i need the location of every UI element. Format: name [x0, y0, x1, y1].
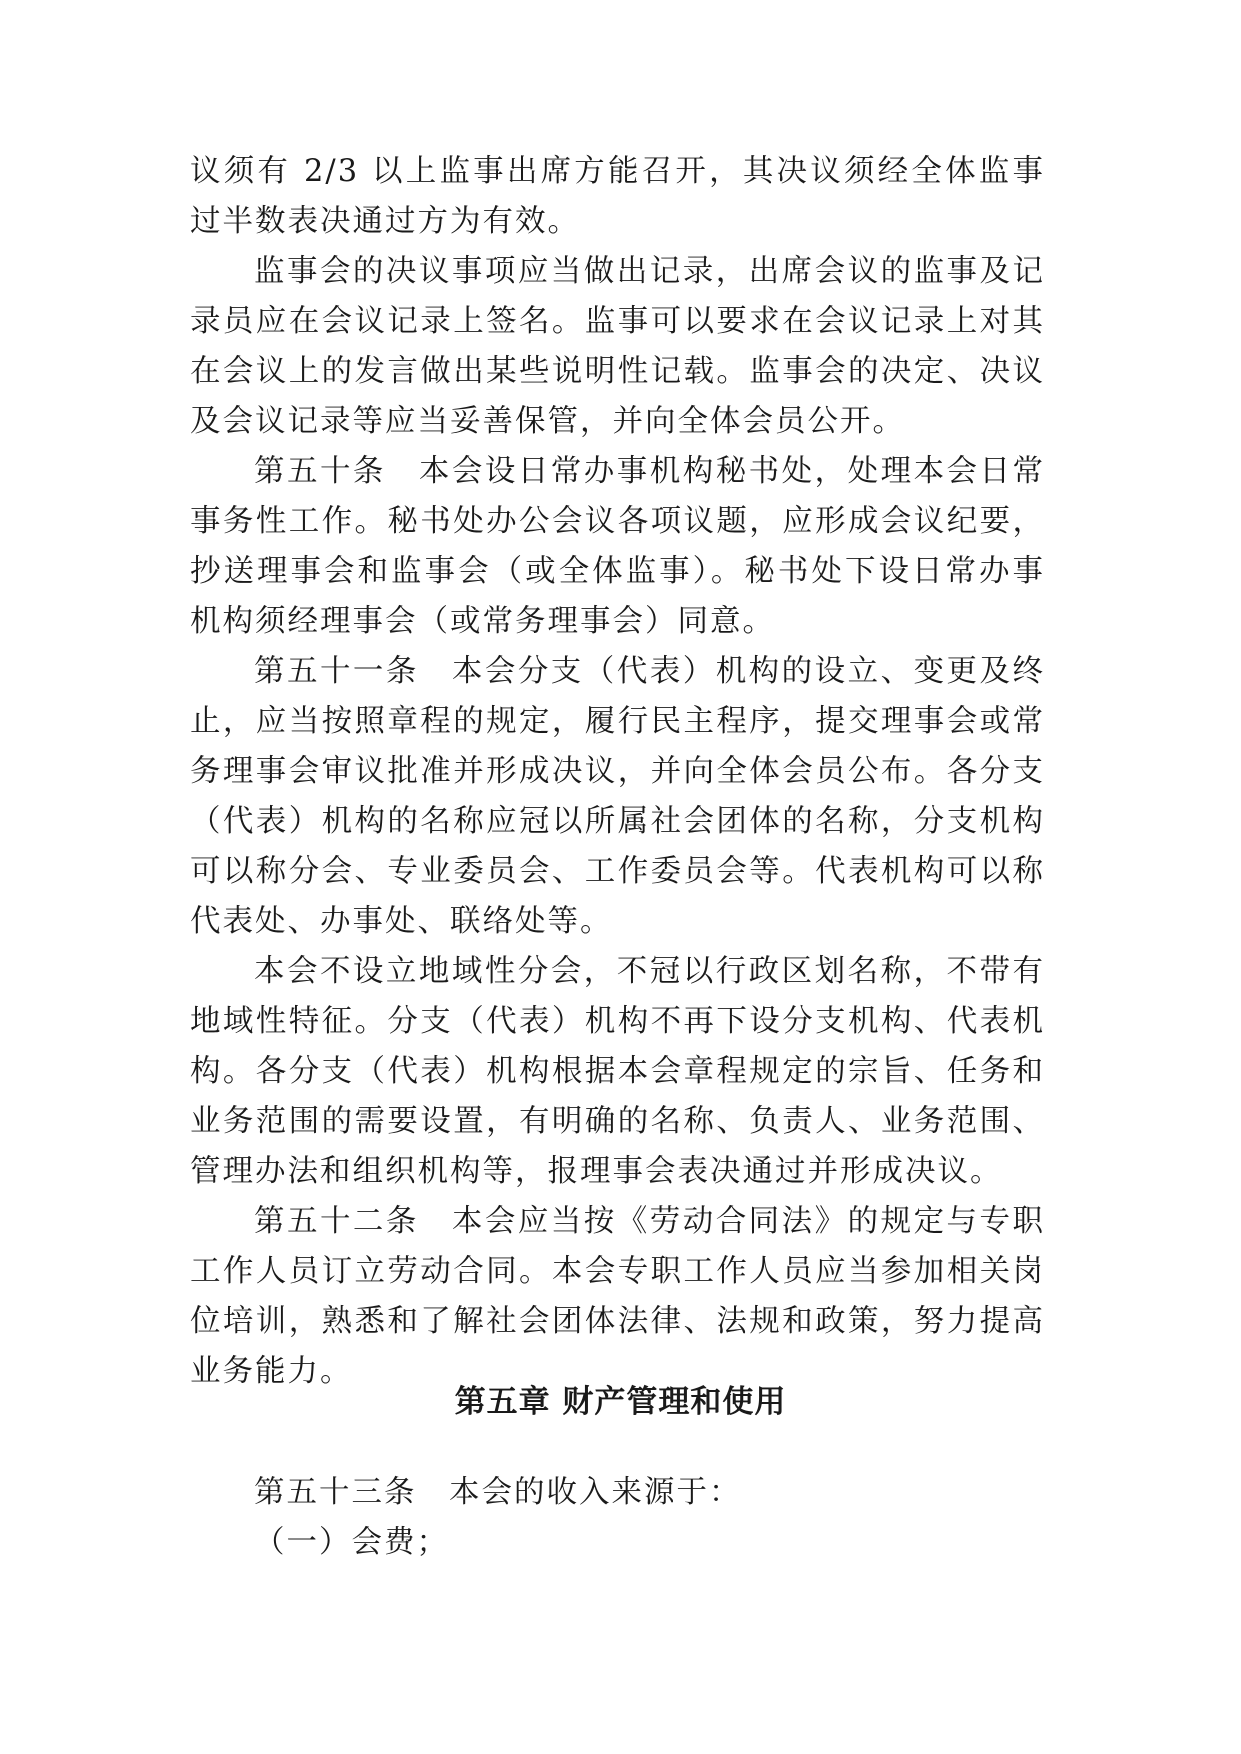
paragraph-continuation: 议须有 2/3 以上监事出席方能召开，其决议须经全体监事过半数表决通过方为有效。: [190, 154, 1045, 239]
paragraph-article-51: 第五十一条 本会分支（代表）机构的设立、变更及终止，应当按照章程的规定，履行民主程序，提交理事会或常务理事会审议批准并形成决议，并向全体会员公布。各分支（代表）机构的名称应冠以所属社会团体的名称，分支机构可以称分会、专业委员会、工作委员会等。代表机构可以称代表处、办事处、联络处等。: [190, 654, 1045, 939]
paragraph-branch-rules: 本会不设立地域性分会，不冠以行政区划名称，不带有地域性特征。分支（代表）机构不再下设分支机构、代表机构。各分支（代表）机构根据本会章程规定的宗旨、任务和业务范围的需要设置，有明确的名称、负责人、业务范围、管理办法和组织机构等，报理事会表决通过并形成决议。: [190, 954, 1045, 1189]
paragraph-article-50: 第五十条 本会设日常办事机构秘书处，处理本会日常事务性工作。秘书处办公会议各项议题，应形成会议纪要，抄送理事会和监事会（或全体监事）。秘书处下设日常办事机构须经理事会（或常务理事会）同意。: [190, 454, 1045, 639]
body-text: [190, 147, 1045, 1397]
list-item-1: （一）会费；: [254, 1525, 449, 1560]
chapter-heading: 第五章 财产管理和使用: [454, 1384, 787, 1420]
article-53-line: 第五十三条 本会的收入来源于：: [254, 1475, 742, 1510]
paragraph-supervisory-records: 监事会的决议事项应当做出记录，出席会议的监事及记录员应在会议记录上签名。监事可以要求在会议记录上对其在会议上的发言做出某些说明性记载。监事会的决定、决议及会议记录等应当妥善保管，并向全体会员公开。: [190, 254, 1045, 439]
paragraph-article-52: 第五十二条 本会应当按《劳动合同法》的规定与专职工作人员订立劳动合同。本会专职工作人员应当参加相关岗位培训，熟悉和了解社会团体法律、法规和政策，努力提高业务能力。: [190, 1204, 1045, 1389]
